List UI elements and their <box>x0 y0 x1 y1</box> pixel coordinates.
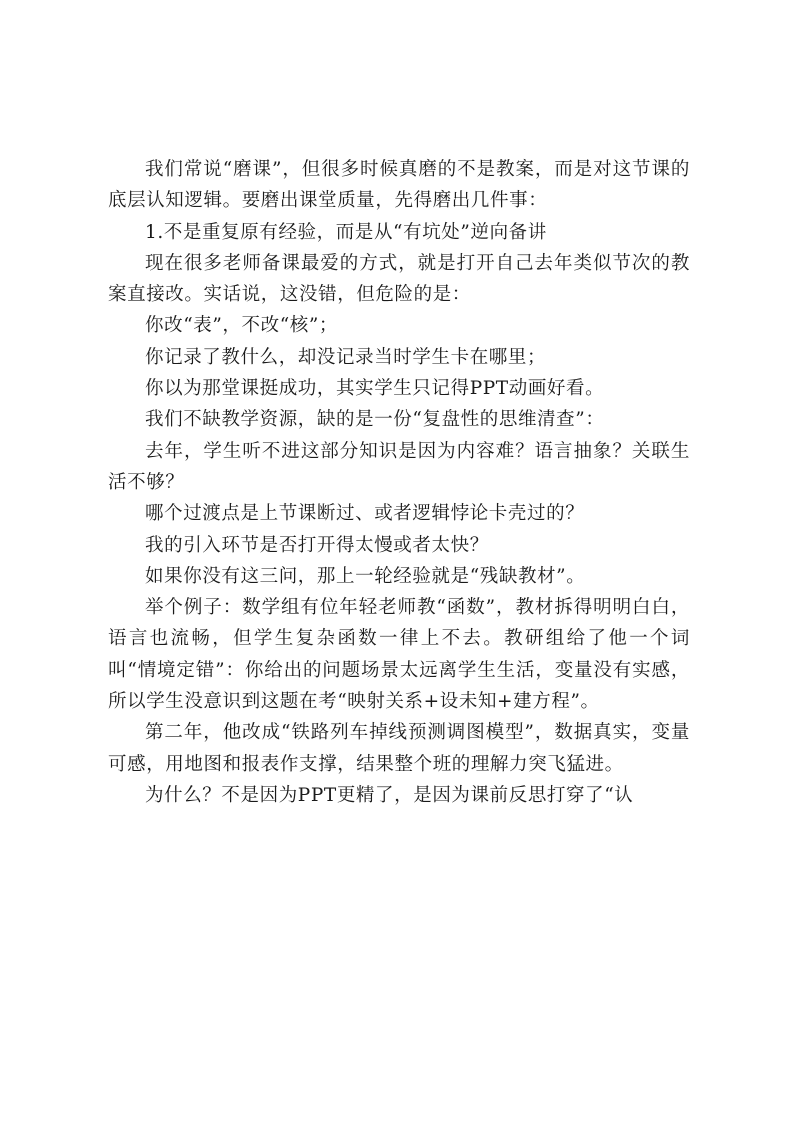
paragraph: 为什么？不是因为PPT更精了，是因为课前反思打穿了“认 <box>145 784 634 806</box>
paragraph: 现在很多老师备课最爱的方式，就是打开自己去年类似节次的教案直接改。实话说，这没错，但危险的是： <box>108 252 690 306</box>
document-body <box>108 154 690 811</box>
paragraph: 你改“表”，不改“核”； <box>145 315 339 337</box>
section-heading: 1.不是重复原有经验，而是从“有坑处”逆向备讲 <box>145 221 547 243</box>
paragraph: 第二年，他改成“铁路列车掉线预测调图模型”，数据真实，变量可感，用地图和报表作支撑，结果整个班的理解力突飞猛进。 <box>108 722 690 775</box>
paragraph: 如果你没有这三问，那上一轮经验就是“残缺教材”。 <box>145 565 586 587</box>
paragraph: 你记录了教什么，却没记录当时学生卡在哪里； <box>145 346 547 368</box>
paragraph: 你以为那堂课挺成功，其实学生只记得PPT动画好看。 <box>145 378 605 400</box>
paragraph: 我的引入环节是否打开得太慢或者太快？ <box>145 534 489 556</box>
paragraph: 举个例子：数学组有位年轻老师教“函数”，教材拆得明明白白，语言也流畅，但学生复杂函数一律上不去。教研组给了他一个词叫“情境定错”：你给出的问题场景太远离学生生活，变量没有实感，所以学生没意识到这题在考“映射关系+设未知+建方程”。 <box>108 597 690 713</box>
paragraph: 去年，学生听不进这部分知识是因为内容难？语言抽象？关联生活不够？ <box>108 440 690 493</box>
paragraph: 我们常说“磨课”，但很多时候真磨的不是教案，而是对这节课的底层认知逻辑。要磨出课堂质量，先得磨出几件事： <box>108 159 690 212</box>
paragraph: 我们不缺教学资源，缺的是一份“复盘性的思维清查”： <box>145 409 605 431</box>
paragraph: 哪个过渡点是上节课断过、或者逻辑悖论卡壳过的？ <box>145 503 585 525</box>
